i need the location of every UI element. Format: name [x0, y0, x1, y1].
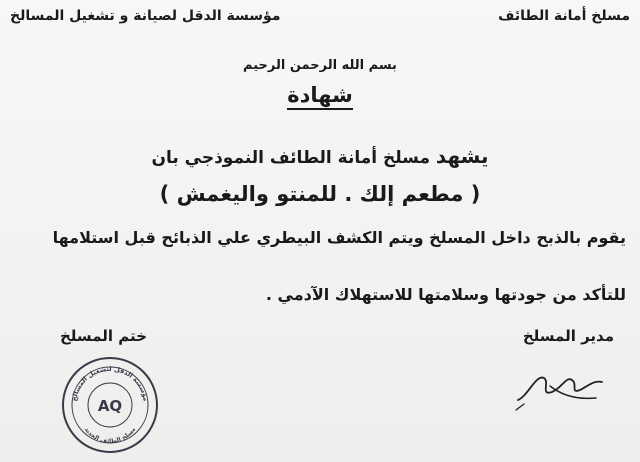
stamp-center-text: AQ	[97, 397, 123, 415]
body-line-3: يقوم بالذبح داخل المسلخ ويتم الكشف البيطري علي الذبائح قبل استلامها	[52, 228, 626, 247]
manager-signature	[510, 356, 606, 412]
body-line-4: للتأكد من جودتها وسلامتها للاستهلاك الآدمي .	[265, 285, 626, 304]
stamp-outer-text: مؤسسة الدقل لتشغيل المسالخ	[70, 364, 150, 402]
body-line-1-lead: يشهد	[435, 144, 489, 168]
restaurant-name-line: ( مطعم إلك . للمنتو واليغمش )	[159, 182, 481, 206]
basmala: بسم الله الرحمن الرحيم	[243, 58, 397, 73]
stamp-bottom-text: مسلخ الطائف الجديد	[82, 426, 138, 446]
header-slaughterhouse-name: مسلخ أمانة الطائف	[498, 8, 630, 24]
manager-signature-label: مدير المسلخ	[522, 327, 614, 345]
body-line-1-rest: مسلخ أمانة الطائف النموذجي بان	[151, 148, 436, 168]
certificate-title	[0, 83, 640, 107]
official-stamp	[60, 355, 160, 455]
certificate-title-text: شهادة	[287, 83, 353, 110]
body-line-1	[0, 144, 640, 168]
header-company-name: مؤسسة الدقل لصيانة و تشغيل المسالخ	[10, 8, 281, 24]
stamp-label: ختم المسلخ	[60, 327, 147, 345]
